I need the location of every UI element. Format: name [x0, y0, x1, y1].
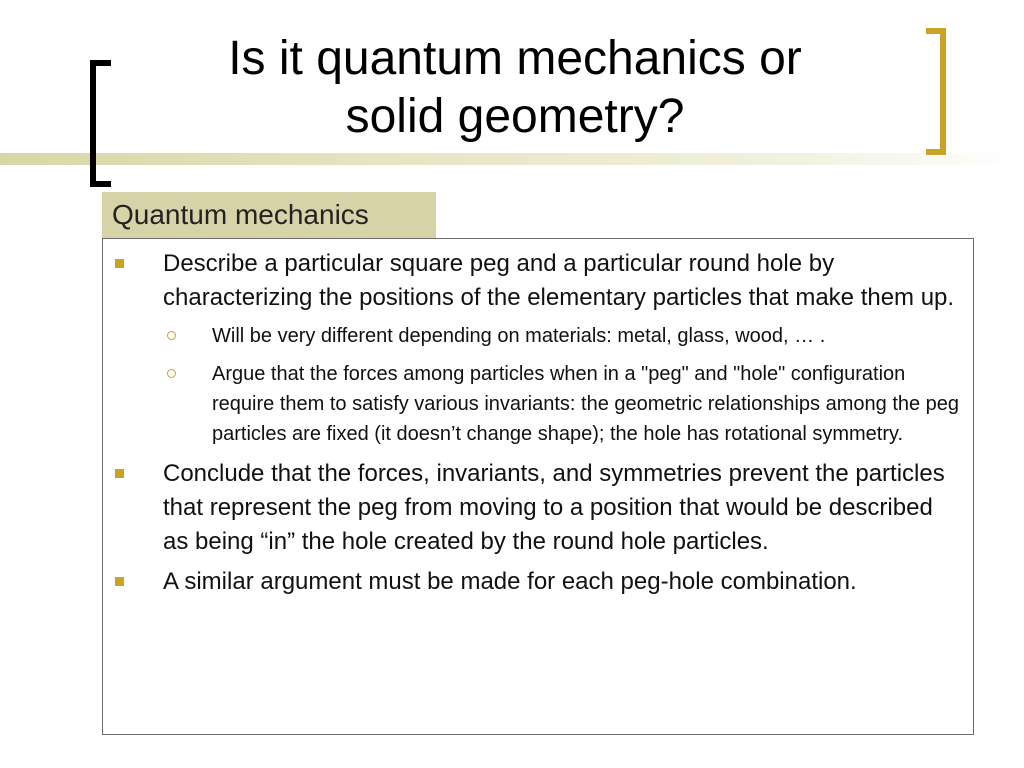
sub-bullet-item-1 — [163, 321, 961, 351]
bullet-item-2 — [103, 457, 973, 559]
sub-bullet-text-1: Will be very different depending on materials: metal, glass, wood, … . — [212, 325, 826, 347]
title-accent-stripe — [0, 153, 1024, 165]
section-heading: Quantum mechanics — [102, 192, 436, 238]
bullet-list — [103, 247, 973, 605]
bullet-item-3 — [103, 565, 973, 599]
left-bracket-decoration — [90, 60, 111, 187]
square-bullet-icon — [115, 577, 124, 586]
sub-bullet-item-2 — [163, 359, 961, 449]
circle-bullet-icon — [167, 369, 176, 378]
slide-title — [130, 30, 900, 146]
square-bullet-icon — [115, 259, 124, 268]
bullet-item-1 — [103, 247, 973, 449]
sub-bullet-text-2: Argue that the forces among particles when in a "peg" and "hole" configuration require them to satisfy various invariants: the geometric relationships among the peg particles are fixed (it doesn’t change shape); the hole has rotational symmetry. — [212, 363, 960, 445]
bullet-text-2: Conclude that the forces, invariants, and symmetries prevent the particles that represent the peg from moving to a position that would be described as being “in” the hole created by the round hole particles. — [163, 460, 945, 555]
slide-title-line-2: solid geometry? — [345, 90, 685, 143]
circle-bullet-icon — [167, 331, 176, 340]
slide-title-line-1: Is it quantum mechanics or — [228, 32, 802, 85]
sub-bullet-list — [163, 321, 961, 449]
square-bullet-icon — [115, 469, 124, 478]
bullet-text-1: Describe a particular square peg and a particular round hole by characterizing the positions of the elementary particles that make them up. — [163, 250, 955, 311]
bullet-text-3: A similar argument must be made for each peg-hole combination. — [163, 568, 857, 595]
right-bracket-decoration — [926, 28, 946, 155]
content-box — [102, 238, 974, 735]
